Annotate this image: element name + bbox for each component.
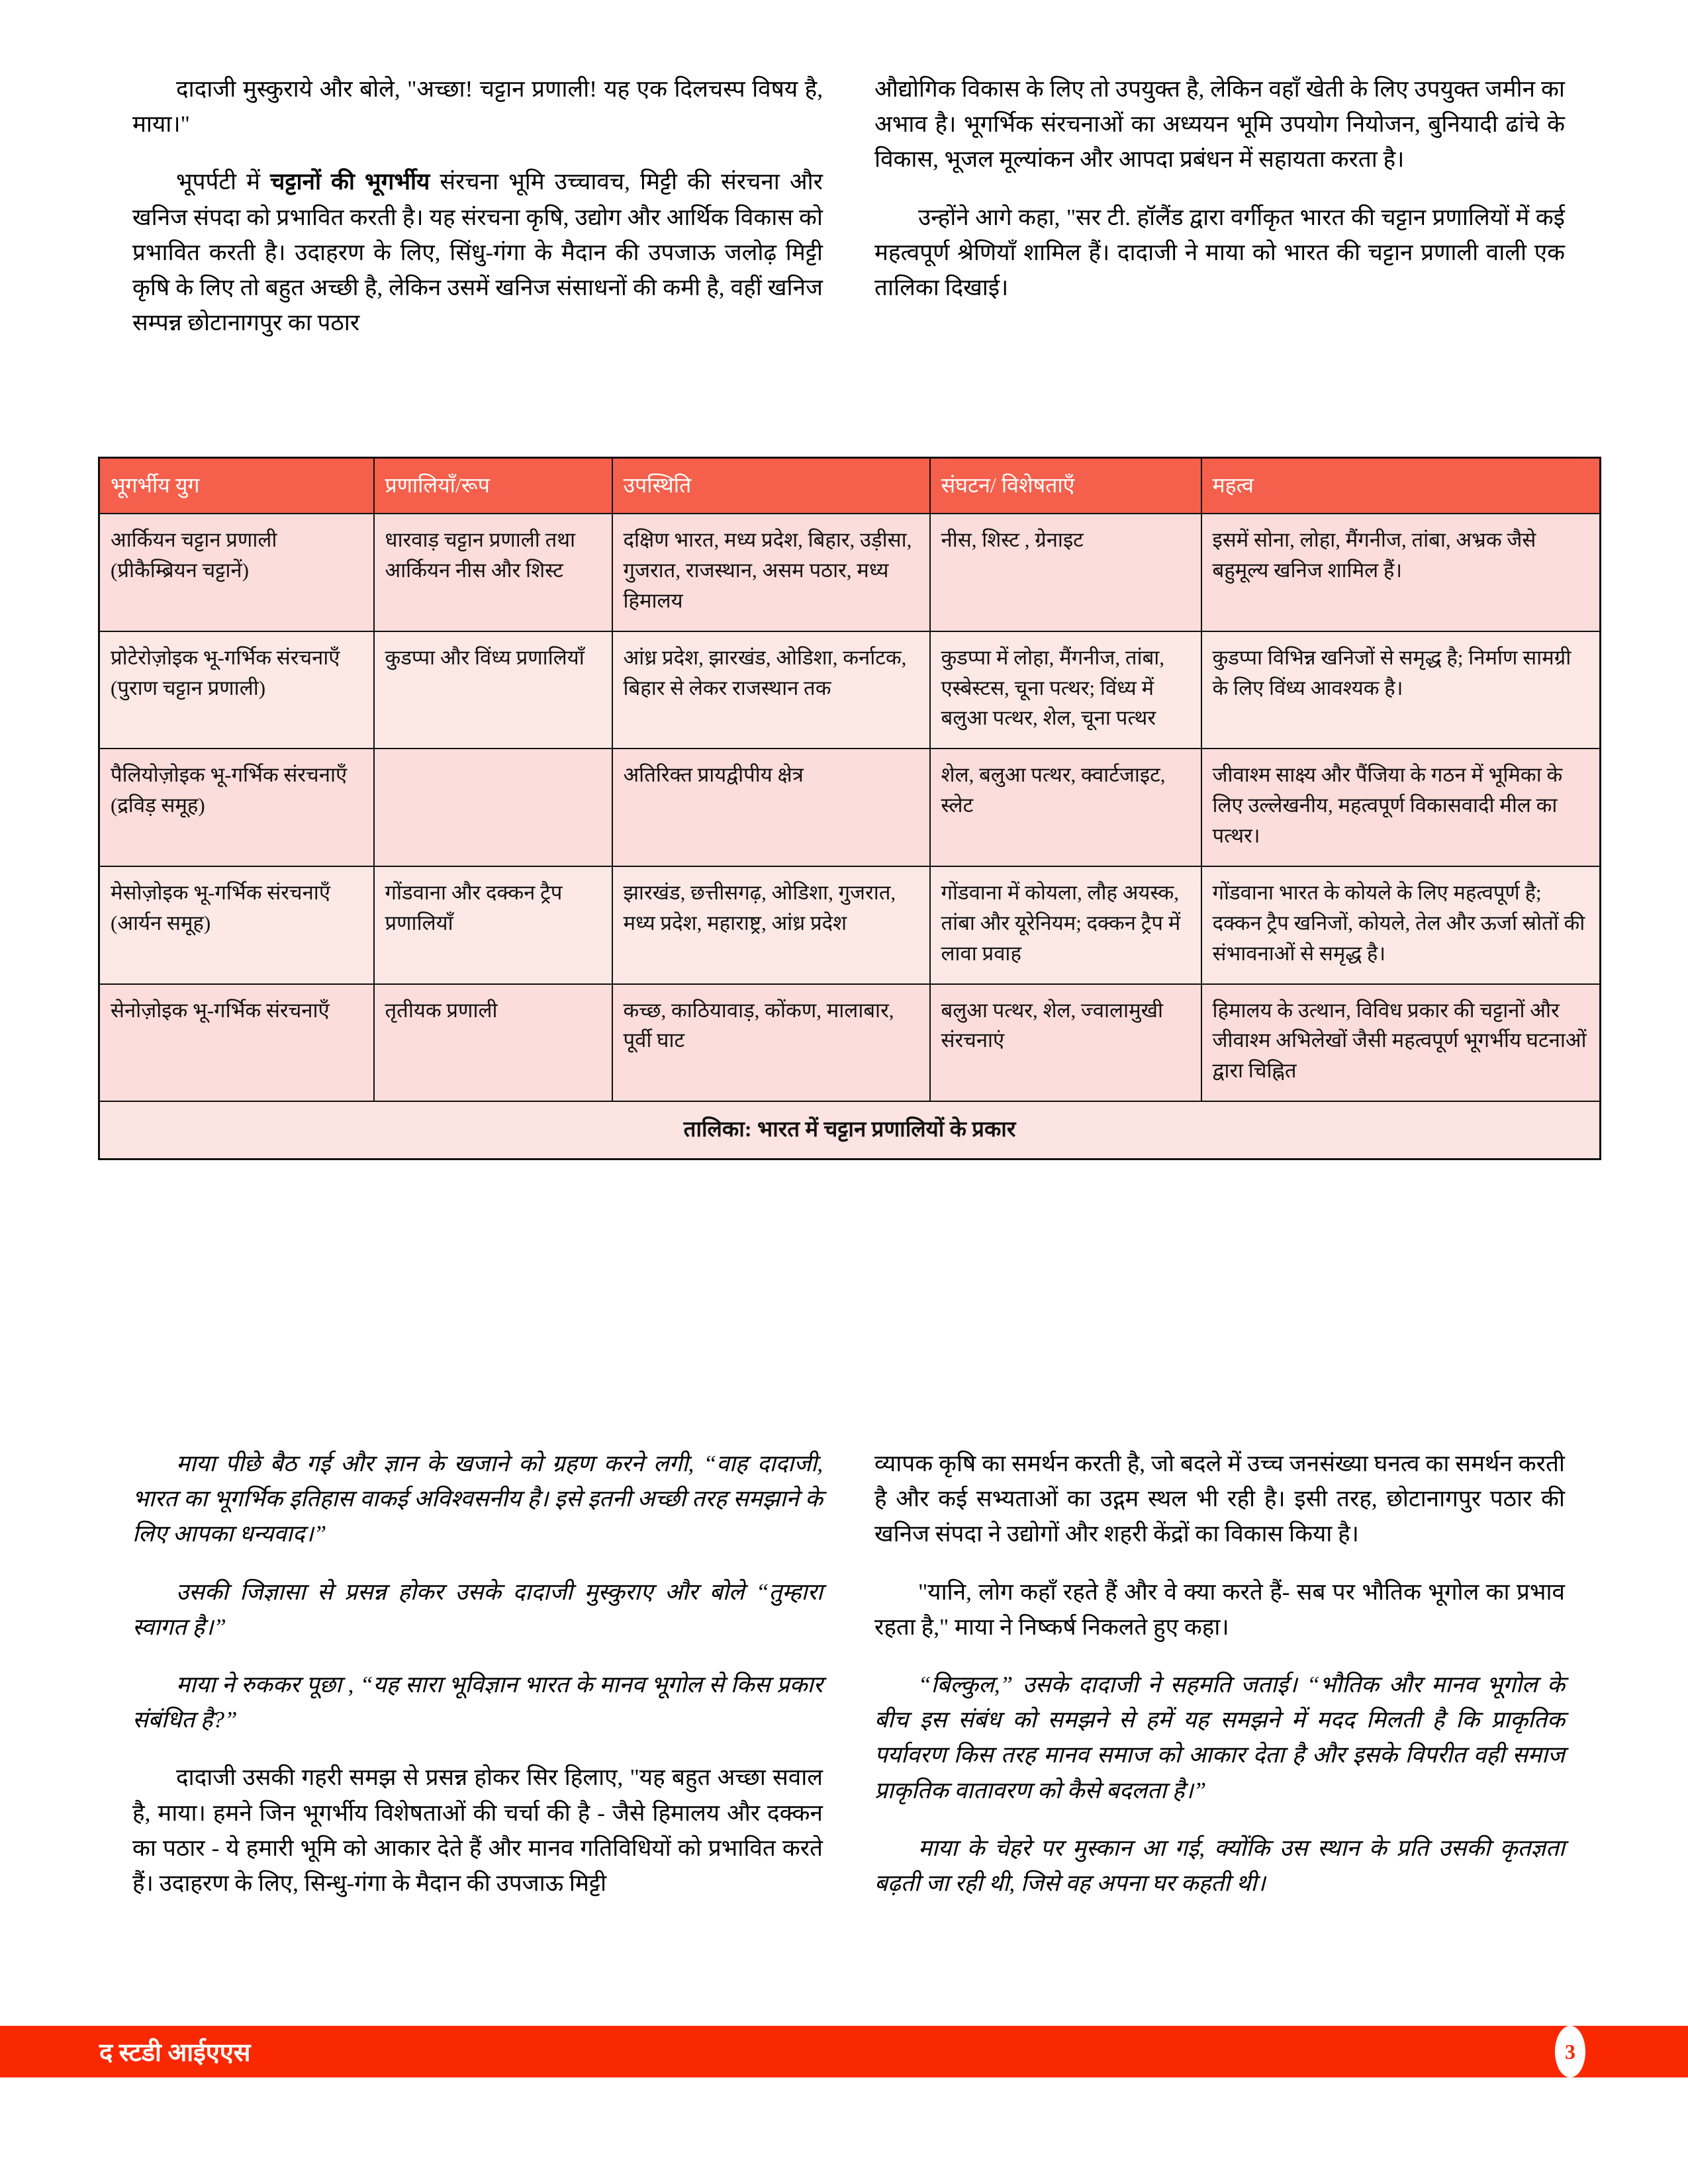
- cell-composition: नीस, शिस्ट , ग्रेनाइट: [930, 514, 1201, 631]
- footer-bar: [0, 2026, 1688, 2077]
- cell-composition: बलुआ पत्थर, शेल, ज्वालामुखी संरचनाएं: [930, 984, 1201, 1102]
- paragraph: “बिल्कुल,” उसके दादाजी ने सहमति जताई। “भौतिक और मानव भूगोल के बीच इस संबंध को समझने से हमें यह समझने में मदद मिलती है कि प्राकृतिक पर्यावरण किस तरह मानव समाज को आकार देता है और इसके विपरीत वही समाज प्राकृतिक वातावरण को कैसे बदलता है।”: [874, 1671, 1565, 1803]
- cell-importance: जीवाश्म साक्ष्य और पैंजिया के गठन में भूमिका के लिए उल्लेखनीय, महत्वपूर्ण विकासवादी मील का पत्थर।: [1201, 749, 1601, 866]
- cell-occurrence: आंध्र प्रदेश, झारखंड, ओडिशा, कर्नाटक, बिहार से लेकर राजस्थान तक: [612, 631, 930, 749]
- top-text-columns: [132, 71, 1566, 363]
- bottom-left-column: [132, 1446, 823, 1923]
- paragraph: माया पीछे बैठ गई और ज्ञान के खजाने को ग्रहण करने लगी, “वाह दादाजी, भारत का भूगर्भिक इतिहास वाकई अविश्वसनीय है। इसे इतनी अच्छी तरह समझाने के लिए आपका धन्यवाद।”: [132, 1451, 823, 1547]
- cell-era: आर्कियन चट्टान प्रणाली (प्रीकैम्ब्रियन चट्टानें): [99, 514, 374, 631]
- cell-systems: कुडप्पा और विंध्य प्रणालियाँ: [374, 631, 612, 749]
- cell-occurrence: दक्षिण भारत, मध्य प्रदेश, बिहार, उड़ीसा, गुजरात, राजस्थान, असम पठार, मध्य हिमालय: [612, 514, 930, 631]
- table-row: [99, 514, 1601, 631]
- paragraph: "यानि, लोग कहाँ रहते हैं और वे क्या करते हैं- सब पर भौतिक भूगोल का प्रभाव रहता है," माया ने निष्कर्ष निकलते हुए कहा।: [874, 1578, 1565, 1640]
- page-number-label: 3: [1565, 2039, 1575, 2064]
- cell-systems: तृतीयक प्रणाली: [374, 984, 612, 1102]
- column-header-occurrence: उपस्थिति: [612, 458, 930, 514]
- cell-systems: [374, 749, 612, 866]
- cell-systems: गोंडवाना और दक्कन ट्रैप प्रणालियाँ: [374, 866, 612, 984]
- paragraph: दादाजी मुस्कुराये और बोले, "अच्छा! चट्टान प्रणाली! यह एक दिलचस्प विषय है, माया।": [132, 76, 823, 138]
- table-row: [99, 866, 1601, 984]
- cell-importance: कुडप्पा विभिन्न खनिजों से समृद्ध है; निर्माण सामग्री के लिए विंध्य आवश्यक है।: [1201, 631, 1601, 749]
- cell-composition: शेल, बलुआ पत्थर, क्वार्टजाइट, स्लेट: [930, 749, 1201, 866]
- rock-systems-table: [98, 457, 1601, 1160]
- footer-brand-label: द स्टडी आईएएस: [99, 2039, 251, 2067]
- bottom-right-column: [874, 1446, 1565, 1923]
- table-caption: तालिका: भारत में चट्टान प्रणालियों के प्रकार: [99, 1101, 1601, 1159]
- bottom-text-columns: [132, 1446, 1566, 1923]
- cell-importance: गोंडवाना भारत के कोयले के लिए महत्वपूर्ण है; दक्कन ट्रैप खनिजों, कोयले, तेल और ऊर्जा स्रोतों की संभावनाओं से समृद्ध है।: [1201, 866, 1601, 984]
- paragraph: माया ने रुककर पूछा , “यह सारा भूविज्ञान भारत के मानव भूगोल से किस प्रकार संबंधित है?”: [132, 1671, 823, 1733]
- cell-occurrence: अतिरिक्त प्रायद्वीपीय क्षेत्र: [612, 749, 930, 866]
- cell-composition: गोंडवाना में कोयला, लौह अयस्क, तांबा और यूरेनियम; दक्कन ट्रैप में लावा प्रवाह: [930, 866, 1201, 984]
- table-caption-row: [99, 1101, 1601, 1159]
- column-header-systems: प्रणालियाँ/रूप: [374, 458, 612, 514]
- cell-era: प्रोटेरोज़ोइक भू-गर्भिक संरचनाएँ (पुराण चट्टान प्रणाली): [99, 631, 374, 749]
- cell-importance: इसमें सोना, लोहा, मैंगनीज, तांबा, अभ्रक जैसे बहुमूल्य खनिज शामिल हैं।: [1201, 514, 1601, 631]
- paragraph: उसकी जिज्ञासा से प्रसन्न होकर उसके दादाजी मुस्कुराए और बोले “तुम्हारा स्वागत है।”: [132, 1578, 823, 1640]
- cell-importance: हिमालय के उत्थान, विविध प्रकार की चट्टानों और जीवाश्म अभिलेखों जैसी महत्वपूर्ण भूगर्भीय घटनाओं द्वारा चिह्नित: [1201, 984, 1601, 1102]
- cell-systems: धारवाड़ चट्टान प्रणाली तथा आर्कियन नीस और शिस्ट: [374, 514, 612, 631]
- table-row: [99, 631, 1601, 749]
- paragraph: औद्योगिक विकास के लिए तो उपयुक्त है, लेकिन वहाँ खेती के लिए उपयुक्त जमीन का अभाव है। भूगर्भिक संरचनाओं का अध्ययन भूमि उपयोग नियोजन, बुनियादी ढांचे के विकास, भूजल मूल्यांकन और आपदा प्रबंधन में सहायता करता है।: [874, 76, 1565, 173]
- paragraph: उन्होंने आगे कहा, "सर टी. हॉलैंड द्वारा वर्गीकृत भारत की चट्टान प्रणालियों में कई महत्वपूर्ण श्रेणियाँ शामिल हैं। दादाजी ने माया को भारत की चट्टान प्रणाली वाली एक तालिका दिखाई।: [874, 204, 1565, 300]
- emphasised-phrase: चट्टानों की भूगर्भीय: [270, 169, 430, 195]
- column-header-composition: संघटन/ विशेषताएँ: [930, 458, 1201, 514]
- cell-occurrence: कच्छ, काठियावाड़, कोंकण, मालाबार, पूर्वी घाट: [612, 984, 930, 1102]
- paragraph: माया के चेहरे पर मुस्कान आ गई, क्योंकि उस स्थान के प्रति उसकी कृतज्ञता बढ़ती जा रही थी, जिसे वह अपना घर कहती थी।: [874, 1835, 1565, 1896]
- table-header-row: [99, 458, 1601, 514]
- top-right-column: [874, 71, 1565, 363]
- cell-era: सेनोज़ोइक भू-गर्भिक संरचनाएँ: [99, 984, 374, 1102]
- column-header-era: भूगर्भीय युग: [99, 458, 374, 514]
- table-row: [99, 749, 1601, 866]
- rock-systems-table-wrapper: [98, 457, 1599, 1160]
- cell-occurrence: झारखंड, छत्तीसगढ़, ओडिशा, गुजरात, मध्य प्रदेश, महाराष्ट्र, आंध्र प्रदेश: [612, 866, 930, 984]
- paragraph: व्यापक कृषि का समर्थन करती है, जो बदले में उच्च जनसंख्या घनत्व का समर्थन करती है और कई सभ्यताओं का उद्गम स्थल भी रही है। इसी तरह, छोटानागपुर पठार की खनिज संपदा ने उद्योगों और शहरी केंद्रों का विकास किया है।: [874, 1451, 1565, 1547]
- cell-era: मेसोज़ोइक भू-गर्भिक संरचनाएँ (आर्यन समूह): [99, 866, 374, 984]
- cell-composition: कुडप्पा में लोहा, मैंगनीज, तांबा, एस्बेस्टस, चूना पत्थर; विंध्य में बलुआ पत्थर, शेल, चूना पत्थर: [930, 631, 1201, 749]
- paragraph: दादाजी उसकी गहरी समझ से प्रसन्न होकर सिर हिलाए, "यह बहुत अच्छा सवाल है, माया। हमने जिन भूगर्भीय विशेषताओं की चर्चा की है - जैसे हिमालय और दक्कन का पठार - ये हमारी भूमि को आकार देते हैं और मानव गतिविधियों को प्रभावित करते हैं। उदाहरण के लिए, सिन्धु-गंगा के मैदान की उपजाऊ मिट्टी: [132, 1764, 823, 1896]
- top-left-column: [132, 71, 823, 363]
- column-header-importance: महत्व: [1201, 458, 1601, 514]
- page-number-badge: [1555, 2026, 1585, 2077]
- paragraph: भूपर्पटी में चट्टानों की भूगर्भीय संरचना भूमि उच्चावच, मिट्टी की संरचना और खनिज संपदा को प्रभावित करती है। यह संरचना कृषि, उद्योग और आर्थिक विकास को प्रभावित करती है। उदाहरण के लिए, सिंधु-गंगा के मैदान की उपजाऊ जलोढ़ मिट्टी कृषि के लिए तो बहुत अच्छी है, लेकिन उसमें खनिज संसाधनों की कमी है, वहीं खनिज सम्पन्न छोटानागपुर का पठार: [132, 169, 823, 336]
- table-row: [99, 984, 1601, 1102]
- cell-era: पैलियोज़ोइक भू-गर्भिक संरचनाएँ (द्रविड़ समूह): [99, 749, 374, 866]
